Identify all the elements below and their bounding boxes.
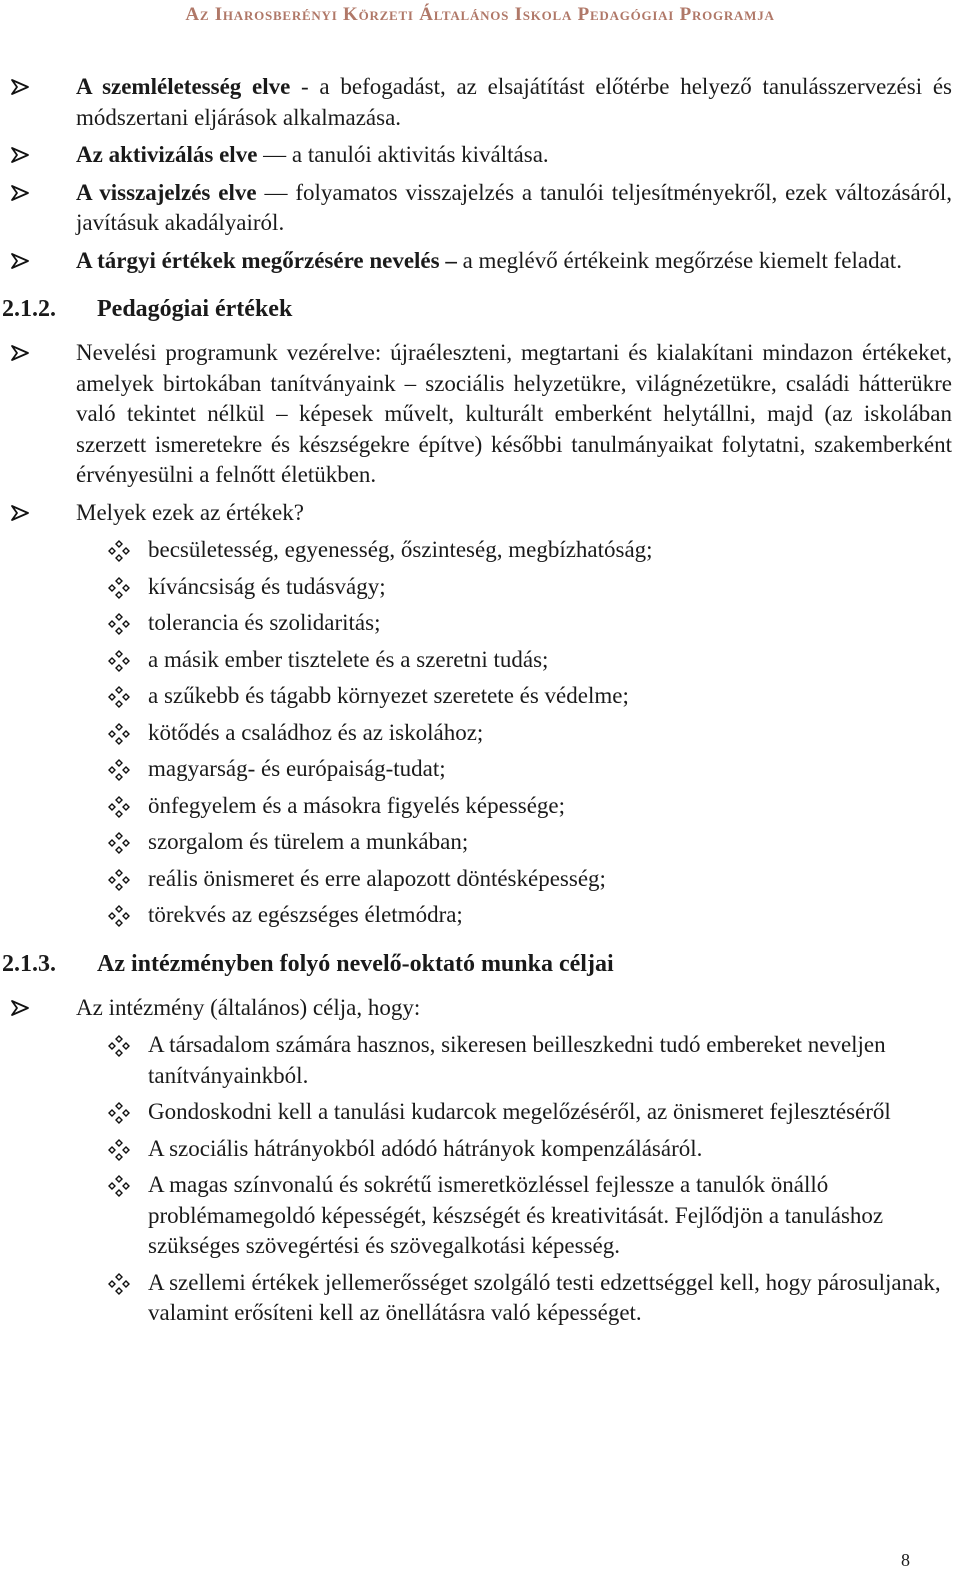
goal-item [2,1097,952,1128]
four-diamond-bullet-icon [108,754,132,781]
value-text: a szűkebb és tágabb környezet szeretete és védelme; [148,683,629,708]
principle-item [2,246,952,277]
principle-item [2,72,952,133]
four-diamond-bullet-icon [108,1097,132,1124]
arrow-bullet-icon [10,338,32,362]
value-item [2,718,952,749]
section-heading-212 [2,292,952,326]
values-list [2,535,952,931]
value-item [2,864,952,895]
goal-item [2,1268,952,1329]
principle-text: a meglévő értékeink megőrzése kiemelt feladat. [456,247,902,273]
principle-item [2,140,952,171]
arrow-bullet-icon [10,140,32,164]
four-diamond-bullet-icon [108,1030,132,1057]
arrow-bullet-icon [10,993,32,1017]
intro-text: Nevelési programunk vezérelve: újraéleszteni, megtartani és kialakítani mindazon értékeket, amelyek birtokában tanítványaink – szociális helyzetükre, világnézetükre, családi hátterükre való tekintet nélkül – képesek művelt, kulturált emberként helytállni, majd (az iskolában szerzett ismeretekre és készségekre építve) későbbi tanulmányaikat folytatni, szakemberként érvényesülni a felnőtt életükben. [76,340,952,487]
value-text: becsületesség, egyenesség, őszinteség, megbízhatóság; [148,537,653,562]
four-diamond-bullet-icon [108,1268,132,1295]
four-diamond-bullet-icon [108,572,132,599]
question-text: Melyek ezek az értékek? [76,499,304,525]
value-text: kíváncsiság és tudásvágy; [148,573,386,599]
value-item [2,827,952,858]
goal-item [2,1170,952,1262]
principle-item [2,178,952,239]
principle-bold: Az aktivizálás elve [76,142,258,167]
value-item [2,572,952,603]
four-diamond-bullet-icon [108,900,132,927]
arrow-bullet-icon [10,498,32,522]
value-text: a másik ember tisztelete és a szeretni tudás; [148,646,549,672]
value-item [2,791,952,822]
value-text: magyarság- és európaiság-tudat; [148,756,446,781]
value-item [2,535,952,566]
page-number: 8 [901,1550,910,1570]
goal-item [2,1030,952,1091]
goal-item [2,1134,952,1165]
principle-bold: A szemléletesség elve [76,74,291,99]
principles-list [2,72,952,276]
goal-text: Gondoskodni kell a tanulási kudarcok megelőzéséről, az önismeret fejlesztéséről [148,1099,891,1124]
section-number: 2.1.3. [2,950,56,977]
value-item [2,608,952,639]
value-text: önfegyelem és a másokra figyelés képessége; [148,792,566,818]
values-intro [2,338,952,491]
section-title: Az intézményben folyó nevelő-oktató munka céljai [97,950,614,977]
value-item [2,645,952,676]
goal-text: A magas színvonalú és sokrétű ismeretközléssel fejlessze a tanulók önálló problémamegoldó képességét, készségét és kreativitását. Fejlődjön a tanuláshoz szükséges szövegértési és szövegalkotási képesség. [148,1172,884,1258]
four-diamond-bullet-icon [108,681,132,708]
document-body [2,72,952,1335]
arrow-bullet-icon [10,178,32,202]
section-heading-213 [2,947,952,981]
value-text: reális önismeret és erre alapozott döntésképesség; [148,865,606,891]
values-question [2,498,952,529]
value-item [2,681,952,712]
value-text: kötődés a családhoz és az iskolához; [148,719,484,745]
principle-text: — a tanulói aktivitás kiváltása. [257,142,549,167]
arrow-bullet-icon [10,246,32,270]
value-text: szorgalom és türelem a munkában; [148,829,469,854]
four-diamond-bullet-icon [108,608,132,635]
value-text: törekvés az egészséges életmódra; [148,902,463,927]
four-diamond-bullet-icon [108,718,132,745]
arrow-bullet-icon [10,72,32,96]
four-diamond-bullet-icon [108,1170,132,1197]
goals-intro [2,993,952,1024]
goal-text: A szociális hátrányokból adódó hátrányok kompenzálásáról. [148,1135,703,1161]
principle-bold: A visszajelzés elve [76,179,257,205]
four-diamond-bullet-icon [108,1134,132,1161]
four-diamond-bullet-icon [108,645,132,672]
four-diamond-bullet-icon [108,827,132,854]
page-header: Az Iharosberényi Körzeti Általános Iskola Pedagógiai Programja [185,4,775,25]
intro-text: Az intézmény (általános) célja, hogy: [76,994,421,1020]
goal-text: A szellemi értékek jellemerősséget szolgáló testi edzettséggel kell, hogy párosuljanak, valamint erősíteni kell az önellátásra való képességet. [148,1269,941,1325]
goal-text: A társadalom számára hasznos, sikeresen beilleszkedni tudó embereket neveljen tanítványainkból. [148,1032,886,1088]
section-number: 2.1.2. [2,296,56,322]
principle-text: - a befogadást, az elsajátítást előtérbe helyező tanulásszervezési és módszertani eljárások alkalmazása. [76,74,952,130]
goals-list [2,1030,952,1329]
value-item [2,900,952,931]
value-text: tolerancia és szolidaritás; [148,610,381,635]
principle-bold: A tárgyi értékek megőrzésére nevelés – [76,247,457,273]
principle-text: — folyamatos visszajelzés a tanulói teljesítményekről, ezek változásáról, javításuk akadályairól. [76,179,953,235]
value-item [2,754,952,785]
four-diamond-bullet-icon [108,535,132,562]
four-diamond-bullet-icon [108,864,132,891]
section-title: Pedagógiai értékek [97,296,293,322]
four-diamond-bullet-icon [108,791,132,818]
